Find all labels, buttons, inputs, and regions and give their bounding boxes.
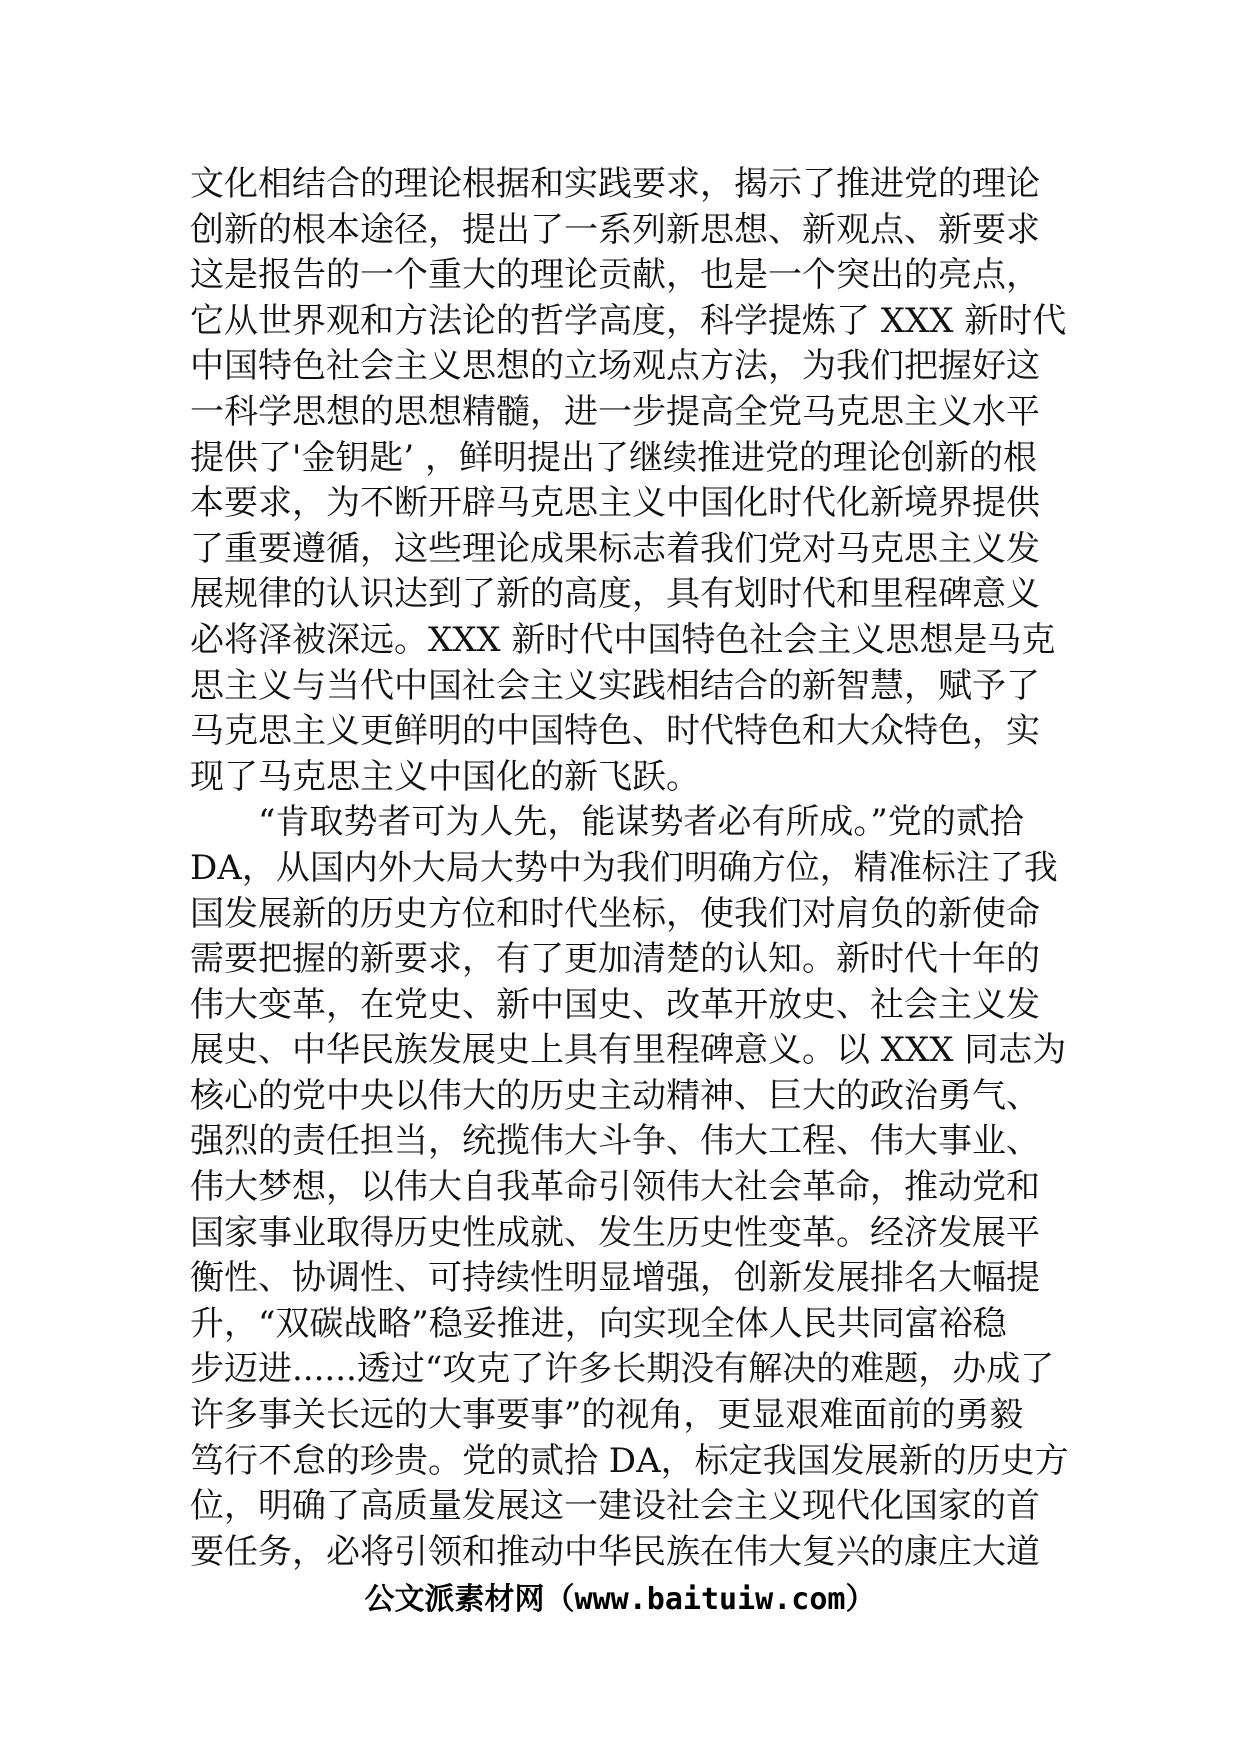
text-line: 步迈进......透过“攻克了许多长期没有解决的难题，办成了 bbox=[190, 1349, 1055, 1390]
text-line: 需要把握的新要求，有了更加清楚的认知。新时代十年的 bbox=[190, 939, 1040, 980]
text-line: 核心的党中央以伟大的历史主动精神、巨大的政治勇气、 bbox=[190, 1075, 1040, 1116]
text-line: 笃行不怠的珍贵。党的贰拾 DA，标定我国发展新的历史方 bbox=[190, 1440, 1069, 1481]
footer-watermark: 公文派素材网（www.baituiw.com） bbox=[364, 1582, 876, 1617]
text-line: 文化相结合的理论根据和实践要求，揭示了推进党的理论 bbox=[190, 164, 1040, 204]
text-line: 伟大变革，在党史、新中国史、改革开放史、社会主义发 bbox=[190, 984, 1040, 1025]
text-line: 现了马克思主义中国化的新飞跃。 bbox=[190, 756, 700, 797]
text-line: 许多事关长远的大事要事”的视角，更显艰难面前的勇毅 bbox=[190, 1395, 1024, 1436]
text-line: 马克思主义更鲜明的中国特色、时代特色和大众特色，实 bbox=[190, 711, 1040, 752]
text-line: DA，从国内外大局大势中为我们明确方位，精准标注了我 bbox=[190, 847, 1058, 888]
text-line: 展规律的认识达到了新的高度，具有划时代和里程碑意义 bbox=[190, 574, 1040, 615]
text-line: 伟大梦想，以伟大自我革命引领伟大社会革命，推动党和 bbox=[190, 1167, 1040, 1208]
text-line: 中国特色社会主义思想的立场观点方法，为我们把握好这 bbox=[190, 346, 1040, 387]
text-line: “肯取势者可为人先，能谋势者必有所成。”党的贰拾 bbox=[190, 802, 1024, 843]
text-line: 国家事业取得历史性成就、发生历史性变革。经济发展平 bbox=[190, 1212, 1040, 1253]
text-line: 提供了'金钥匙’ ，鲜明提出了继续推进党的理论创新的根 bbox=[190, 437, 1037, 478]
text-line: 必将泽被深远。XXX 新时代中国特色社会主义思想是马克 bbox=[190, 619, 1056, 660]
text-line: 思主义与当代中国社会主义实践相结合的新智慧，赋予了 bbox=[190, 665, 1040, 706]
text-line: 本要求，为不断开辟马克思主义中国化时代化新境界提供 bbox=[190, 483, 1040, 524]
text-line: 位，明确了高质量发展这一建设社会主义现代化国家的首 bbox=[190, 1486, 1040, 1527]
text-line: 国发展新的历史方位和时代坐标，使我们对肩负的新使命 bbox=[190, 893, 1040, 934]
text-line: 这是报告的一个重大的理论贡献，也是一个突出的亮点， bbox=[190, 255, 1040, 296]
text-line: 强烈的责任担当，统揽伟大斗争、伟大工程、伟大事业、 bbox=[190, 1121, 1040, 1162]
body-text bbox=[190, 162, 1069, 1575]
text-line: 它从世界观和方法论的哲学高度，科学提炼了 XXX 新时代 bbox=[190, 300, 1067, 341]
text-line: 要任务，必将引领和推动中华民族在伟大复兴的康庄大道 bbox=[190, 1531, 1040, 1572]
text-line: 一科学思想的思想精髓，进一步提高全党马克思主义水平 bbox=[190, 391, 1040, 432]
text-line: 了重要遵循，这些理论成果标志着我们党对马克思主义发 bbox=[190, 528, 1040, 569]
text-line: 衡性、协调性、可持续性明显增强，创新发展排名大幅提 bbox=[190, 1258, 1040, 1299]
text-line: 展史、中华民族发展史上具有里程碑意义。以 XXX 同志为 bbox=[190, 1030, 1067, 1071]
text-line: 创新的根本途径，提出了一系列新思想、新观点、新要求 bbox=[190, 209, 1040, 250]
text-line: 升，“双碳战略”稳妥推进，向实现全体人民共同富裕稳 bbox=[190, 1303, 1007, 1344]
